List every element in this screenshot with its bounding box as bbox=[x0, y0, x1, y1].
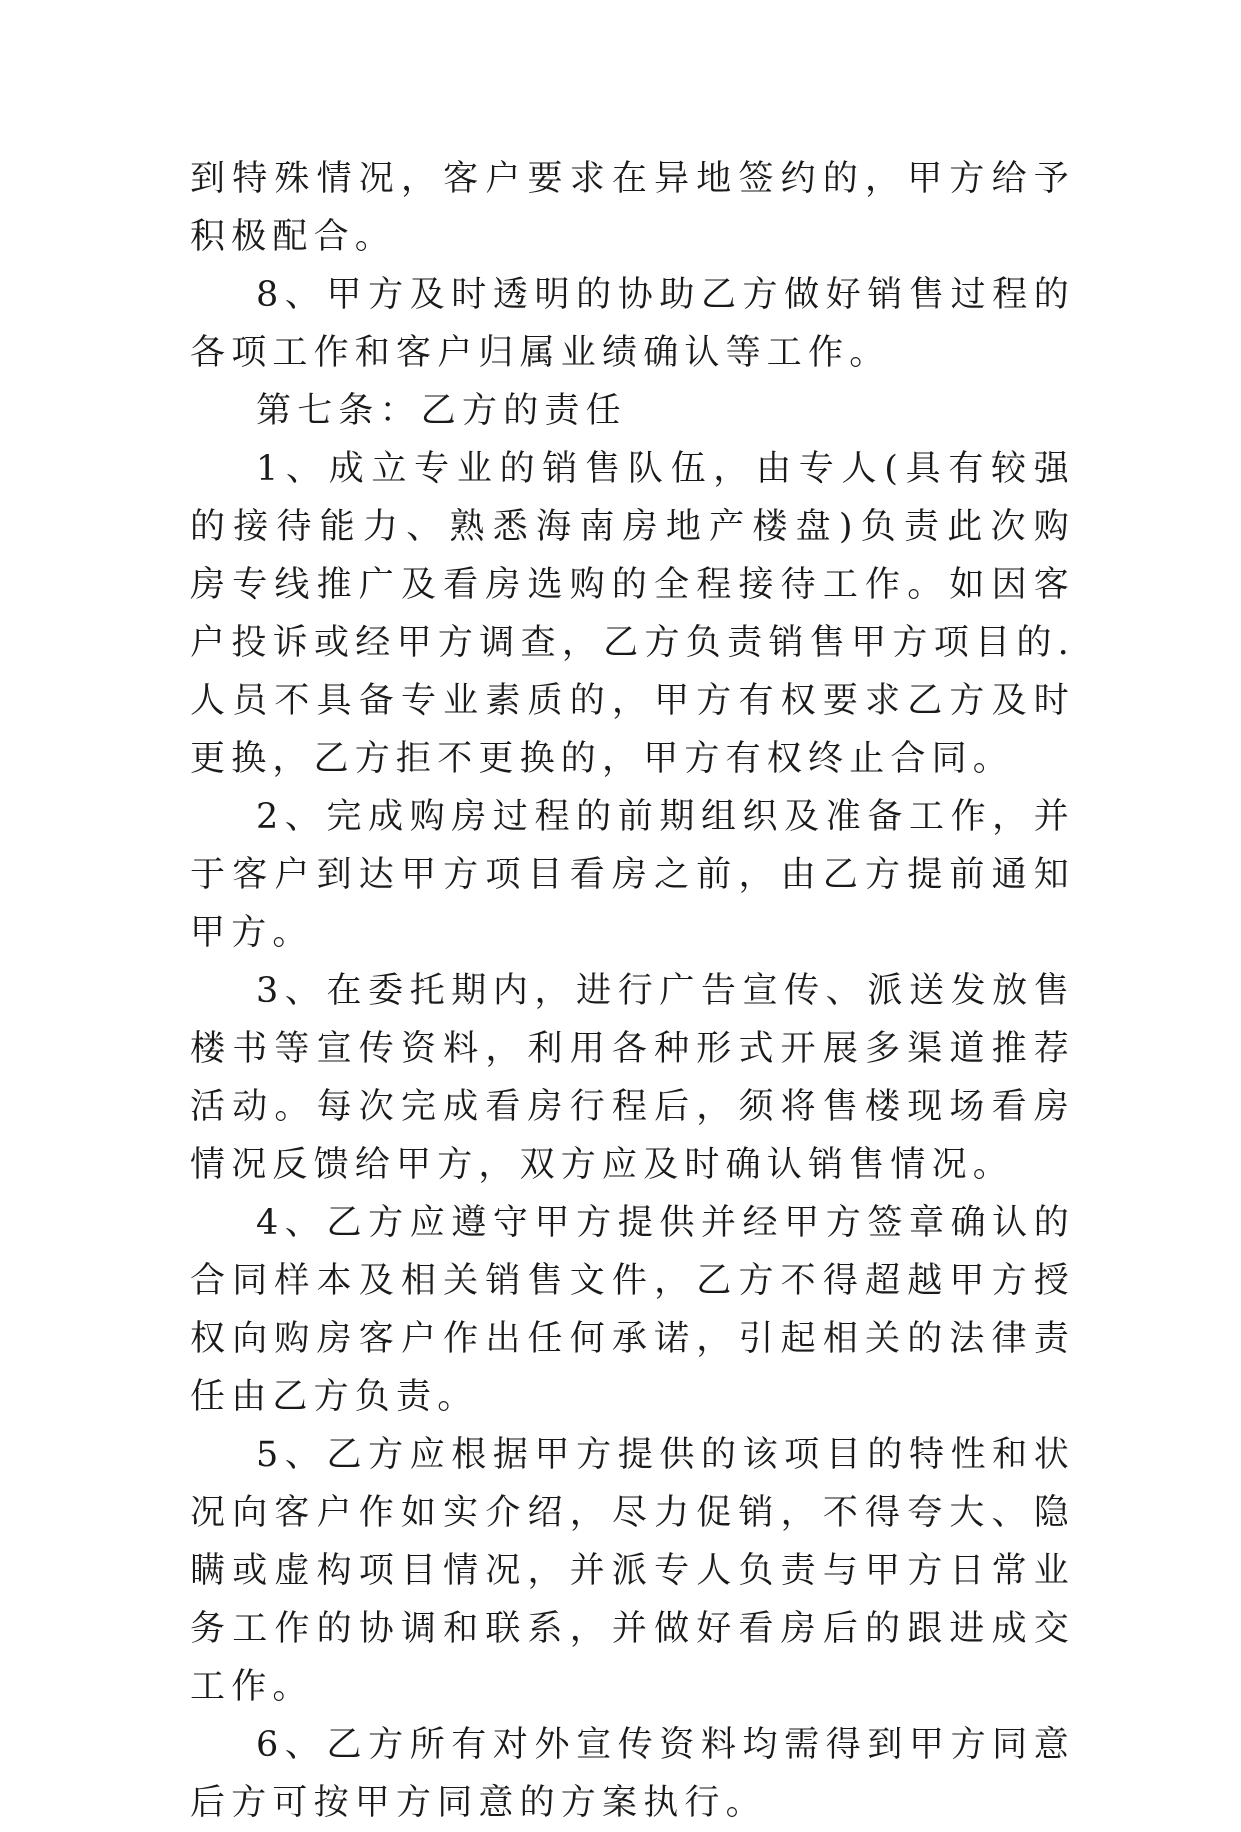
paragraph-item-2: 2、完成购房过程的前期组织及准备工作，并于客户到达甲方项目看房之前，由乙方提前通知甲方。 bbox=[190, 797, 1075, 953]
paragraph-item-4: 4、乙方应遵守甲方提供并经甲方签章确认的合同样本及相关销售文件，乙方不得超越甲方授权向购房客户作出任何承诺，引起相关的法律责任由乙方负责。 bbox=[190, 1203, 1075, 1417]
paragraph-item-5: 5、乙方应根据甲方提供的该项目的特性和状况向客户作如实介绍，尽力促销，不得夸大、隐瞒或虚构项目情况，并派专人负责与甲方日常业务工作的协调和联系，并做好看房后的跟进成交工作。 bbox=[190, 1435, 1075, 1707]
paragraph-item-8: 8、甲方及时透明的协助乙方做好销售过程的各项工作和客户归属业绩确认等工作。 bbox=[190, 275, 1075, 373]
document-page bbox=[190, 150, 1075, 1832]
section-heading-article-7: 第七条：乙方的责任 bbox=[256, 391, 627, 431]
paragraph-item-1: 1、成立专业的销售队伍，由专人(具有较强的接待能力、熟悉海南房地产楼盘)负责此次购房专线推广及看房选购的全程接待工作。如因客户投诉或经甲方调查，乙方负责销售甲方项目的.人员不具备专业素质的，甲方有权要求乙方及时更换，乙方拒不更换的，甲方有权终止合同。 bbox=[190, 449, 1075, 779]
paragraph-item-3: 3、在委托期内，进行广告宣传、派送发放售楼书等宣传资料，利用各种形式开展多渠道推荐活动。每次完成看房行程后，须将售楼现场看房情况反馈给甲方，双方应及时确认销售情况。 bbox=[190, 971, 1075, 1185]
paragraph-item-6: 6、乙方所有对外宣传资料均需得到甲方同意后方可按甲方同意的方案执行。 bbox=[190, 1725, 1075, 1823]
paragraph-continuation: 到特殊情况，客户要求在异地签约的，甲方给予积极配合。 bbox=[190, 159, 1075, 257]
